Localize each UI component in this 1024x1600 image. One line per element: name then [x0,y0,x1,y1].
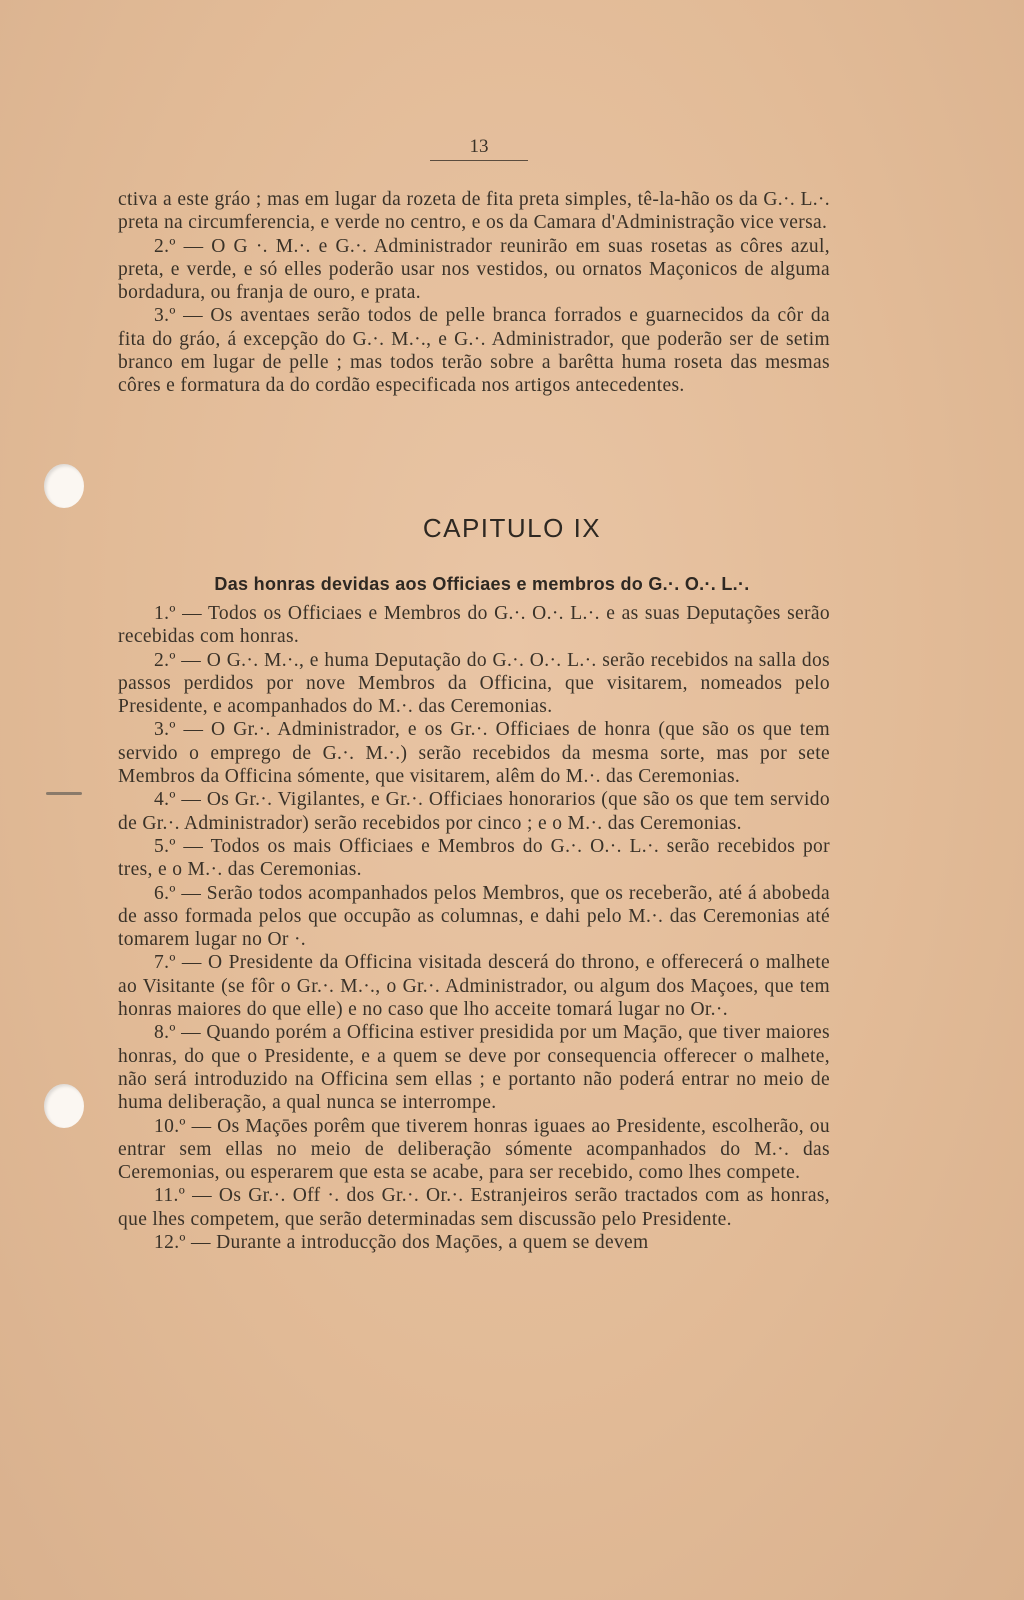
text-block-top [118,188,830,398]
paragraph: 12.º — Durante a introducção dos Maçōes, a quem se devem [154,1232,649,1254]
chapter-title: CAPITULO IX [422,513,602,543]
paragraph: 3.º — O Gr.·. Administrador, e os Gr.·. Officiaes de honra (que são os que tem servido o emprego de G.·. M.·.) serão recebidos da mesma sorte, mas por sete Membros da Officina sómente, que visitarem, alêm do M.·. das Ceremonias. [118,719,830,788]
margin-mark [46,792,82,795]
binder-hole-top [44,464,84,508]
paragraph: ctiva a este gráo ; mas em lugar da rozeta de fita preta simples, tê-la-hão os da G.·. L.·. preta na circumferencia, e verde no centro, e os da Camara d'Administração vice versa. [118,189,830,234]
paragraph: 4.º — Os Gr.·. Vigilantes, e Gr.·. Officiaes honorarios (que são os que tem servido de Gr.·. Administrador) serão recebidos por cinco ; e o M.·. das Ceremonias. [118,789,830,834]
paragraph: 6.º — Serão todos acompanhados pelos Membros, que os receberão, até á abobeda de asso formada pelos que occupão as columnas, e dahi pelo M.·. das Ceremonias até tomarem lugar no Or ·. [118,882,830,951]
paragraph: 2.º — O G.·. M.·., e huma Deputação do G.·. O.·. L.·. serão recebidos na salla dos passos perdidos por nove Membros da Officina, que visitarem, nomeados pelo Presidente, e acompanhados do M.·. das Ceremonias. [118,649,830,718]
page-number: 13 [430,136,528,161]
paragraph: 2.º — O G ·. M.·. e G.·. Administrador reunirão em suas rosetas as côres azul, preta, e verde, e só elles poderão usar nos vestidos, ou ornatos Maçonicos de alguma bordadura, ou franja de ouro, e prata. [118,235,830,304]
paragraph: 3.º — Os aventaes serão todos de pelle branca forrados e guarnecidos da côr da fita do gráo, á excepção do G.·. M.·., e G.·. Administrador, que poderão ser de setim branco em lugar de pelle ; mas todos terão sobre a barêtta huma roseta das mesmas côres e formatura da do cordão especificada nos artigos antecedentes. [118,305,830,397]
section-title: Das honras devidas aos Officiaes e membros do G.·. O.·. L.·. [214,574,750,594]
paragraph: 7.º — O Presidente da Officina visitada descerá do throno, e offerecerá o malhete ao Visitante (se fôr o Gr.·. M.·., o Gr.·. Administrador, ou algum dos Maçoes, que tem honras maiores do que elle) e no caso que lho acceite tomará lugar no Or.·. [118,952,830,1021]
paragraph: 1.º — Todos os Officiaes e Membros do G.·. O.·. L.·. e as suas Deputações serão recebidas com honras. [118,603,830,648]
paragraph: 10.º — Os Maçōes porêm que tiverem honras iguaes ao Presidente, escolherão, ou entrar sem ellas no meio de deliberação sómente acompanhados do M.·. das Ceremonias, ou esperarem que esta se acabe, para ser recebido, como lhes compete. [118,1115,830,1184]
binder-hole-bottom [44,1084,84,1128]
paragraph: 11.º — Os Gr.·. Off ·. dos Gr.·. Or.·. Estranjeiros serão tractados com as honras, que lhes competem, que serão determinadas sem discussão pelo Presidente. [118,1185,830,1230]
text-block-bottom [118,602,830,1254]
paragraph: 5.º — Todos os mais Officiaes e Membros do G.·. O.·. L.·. serão recebidos por tres, e o M.·. das Ceremonias. [118,835,830,881]
paragraph: 8.º — Quando porém a Officina estiver presidida por um Maçāo, que tiver maiores honras, do que o Presidente, e a quem se deve por consequencia offerecer o malhete, não será introduzido na Officina sem ellas ; e portanto não poderá entrar no meio de huma deliberação, a qual nunca se interrompe. [118,1022,830,1114]
